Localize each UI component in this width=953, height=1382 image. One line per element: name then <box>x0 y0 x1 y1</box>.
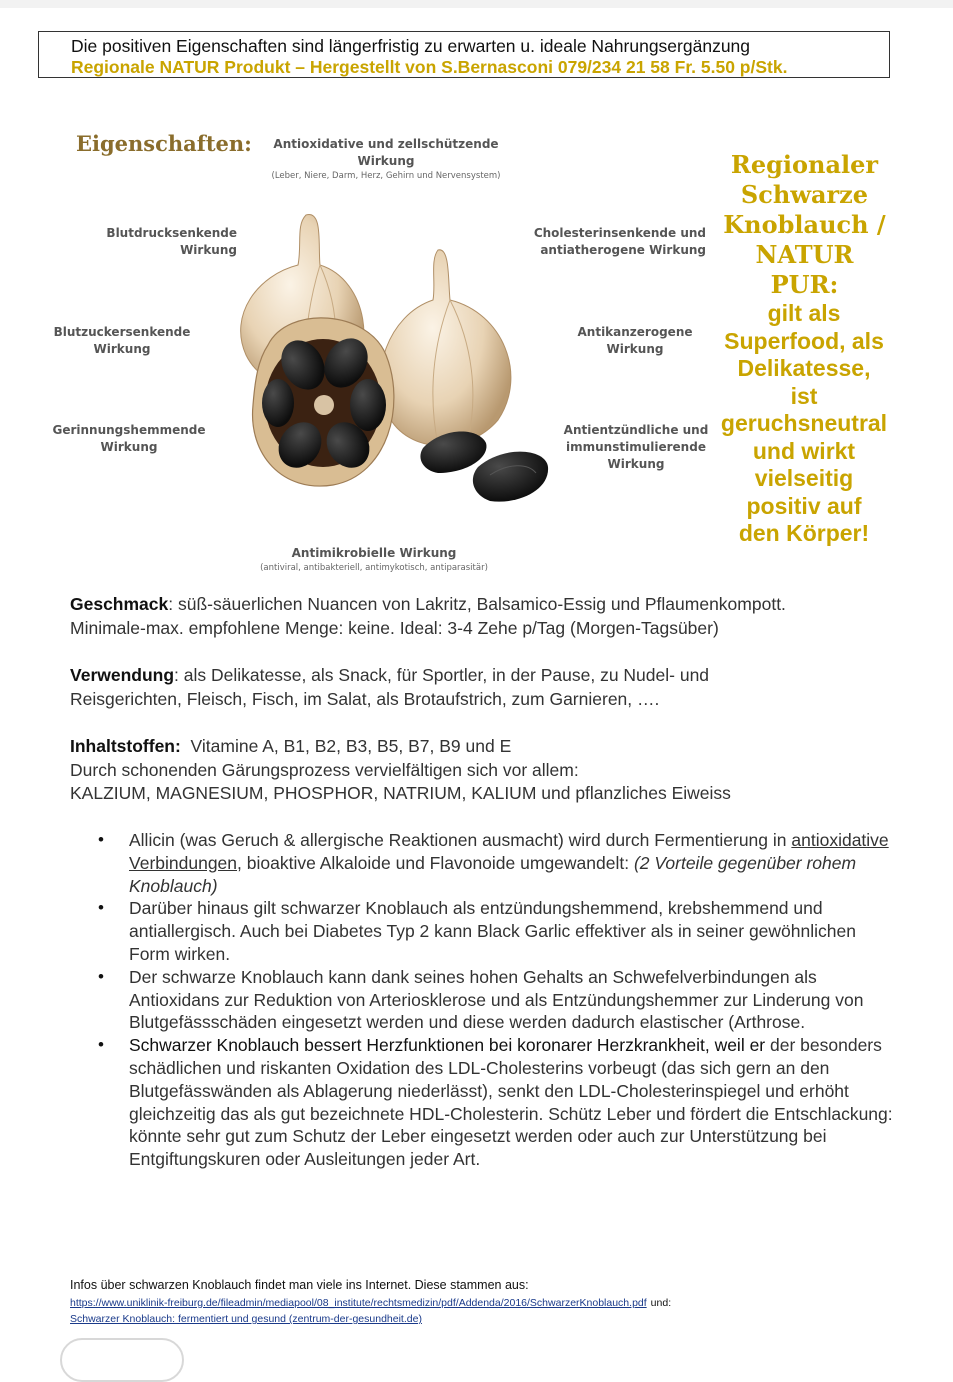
header-box <box>38 31 890 78</box>
bullet-4-lead: Schwarzer Knoblauch bessert Herzfunktionen bei koronarer Herzkrankheit, weil er <box>129 1035 766 1056</box>
inhalt-text-2: Durch schonenden Gärungsprozess vervielfältigen sich vor allem: <box>70 759 579 780</box>
verwendung-section <box>70 664 900 711</box>
footer-info: Infos über schwarzen Knoblauch findet man viele ins Internet. Diese stammen aus: <box>70 1278 529 1292</box>
inhalt-text-3: KALZIUM, MAGNESIUM, PHOSPHOR, NATRIUM, KALIUM und pflanzliches Eiweiss <box>70 783 731 803</box>
sidebar-body-line: gilt als <box>767 300 841 326</box>
black-garlic-illustration <box>228 205 568 540</box>
sidebar-title <box>722 150 887 300</box>
label-antikanzerogen <box>573 324 697 358</box>
label-blutzucker-line2: Wirkung <box>93 342 151 356</box>
label-antioxidative <box>250 136 522 182</box>
label-antikanzerogen-line1: Antikanzerogene <box>577 325 693 339</box>
label-cholesterin-line1: Cholesterinsenkende und <box>533 226 706 240</box>
label-antientz-line2: immunstimulierende <box>566 440 706 454</box>
sidebar-title-line: Schwarze <box>740 180 869 209</box>
sidebar-title-line: NATUR PUR: <box>755 240 854 299</box>
label-antientz-line3: Wirkung <box>607 457 665 471</box>
menge-text: Minimale-max. empfohlene Menge: keine. Ideal: 3-4 Zehe p/Tag (Morgen-Tagsüber) <box>70 617 719 638</box>
antioxidative-link[interactable]: antioxidative Verbindungen <box>129 830 889 873</box>
sidebar-body-line: den Körper! <box>738 520 870 546</box>
source-link-2[interactable]: Schwarzer Knoblauch: fermentiert und gesund (zentrum-der-gesundheit.de) <box>70 1313 422 1325</box>
source-link-1[interactable] <box>70 1297 671 1309</box>
inhalt-label: Inhaltstoffen: <box>70 736 181 756</box>
inhalt-section <box>70 735 900 806</box>
source-link-1-text[interactable]: https://www.uniklinik-freiburg.de/fileadmin/mediapool/08_institute/rechtsmedizin/pdf/Addenda/2016/SchwarzerKnoblauch.pdf <box>70 1297 647 1309</box>
label-cholesterin-line2: antiatherogene Wirkung <box>540 243 706 257</box>
sidebar-body-line: positiv auf <box>746 492 862 519</box>
sidebar-body-line: vielseitig <box>754 465 854 491</box>
sidebar-title-line: Regionaler <box>730 150 879 179</box>
list-item <box>70 1034 900 1171</box>
inhalt-text-1: Vitamine A, B1, B2, B3, B5, B7, B9 und E <box>180 736 512 756</box>
label-antientz-line1: Antientzündliche und <box>563 423 709 437</box>
label-antioxidative-text: Antioxidative und zellschützende Wirkung <box>273 137 499 168</box>
geschmack-label: Geschmack <box>70 594 169 614</box>
sidebar-title-line: Knoblauch / <box>723 210 886 239</box>
label-blutdruck-line2: Wirkung <box>180 243 237 257</box>
label-antimikrobiell-sub: (antiviral, antibakteriell, antimykotisch, antiparasitär) <box>260 563 488 573</box>
sidebar-body-line: ist <box>790 382 818 409</box>
infographic-title: Eigenschaften: <box>76 131 252 156</box>
label-gerinnung-line1: Gerinnungshemmende <box>52 423 206 437</box>
list-item <box>70 829 900 897</box>
sidebar-body-line: und wirkt <box>752 437 856 464</box>
stamp-partial <box>60 1338 184 1382</box>
verwendung-text-1: : als Delikatesse, als Snack, für Sportler, in der Pause, zu Nudel- und <box>174 665 710 685</box>
header-line-2: Regionale NATUR Produkt – Hergestellt von S.Bernasconi 079/234 21 58 Fr. 5.50 p/Stk. <box>71 57 788 77</box>
benefits-list <box>70 829 900 1171</box>
label-blutzucker-line1: Blutzuckersenkende <box>53 325 191 339</box>
sidebar-body-line: Superfood, als <box>724 327 884 354</box>
header-line-1: Die positiven Eigenschaften sind längerfristig zu erwarten u. ideale Nahrungsergänzung <box>71 36 751 56</box>
label-blutzucker <box>50 324 194 358</box>
label-antioxidative-sub: (Leber, Niere, Darm, Herz, Gehirn und Nervensystem) <box>271 171 501 181</box>
label-antimikrobiell <box>234 545 514 574</box>
label-blutdruck <box>100 225 237 259</box>
list-item: • Darüber hinaus gilt schwarzer Knoblauch als entzündungshemmend, krebshemmend und antiallergisch. Auch bei Diabetes Typ 2 kann Black Garlic effektiver als in seiner gewöhnlichen Form wirken. <box>70 897 900 965</box>
sidebar-body <box>716 300 892 548</box>
bullet-4-text: der besonders schädlichen und riskanten Oxidation des LDL-Cholesterins vorbeugt (das sich gern an den Blutgefässwänden als Ablagerung niederlässt), senkt den LDL-Cholesterinspiegel und erhöht gleichzeitig das als gut bezeichnete HDL-Cholesterin. Schütz Leber und fördert die Entschlackung: könnte sehr gut zum Schutz der Leber eingesetzt werden oder auch zur Unterstützung bei Entgiftungskuren oder Ausleitungen jeder Art. <box>129 1035 893 1170</box>
verwendung-text-2: Reisgerichten, Fleisch, Fisch, im Salat, als Brotaufstrich, zum Garnieren, …. <box>70 688 660 709</box>
geschmack-section <box>70 593 900 640</box>
bullet-1-italic: (2 Vorteile gegenüber rohem Knoblauch) <box>129 852 857 896</box>
label-gerinnung-line2: Wirkung <box>100 440 158 454</box>
label-gerinnung <box>50 422 208 456</box>
list-item: • Der schwarze Knoblauch kann dank seines hohen Gehalts an Schwefelverbindungen als Antioxidans zur Reduktion von Arteriosklerose und als Entzündungshemmer zur Linderung von Blutgefässschäden eingesetzt werden und diese werden dadurch elastischer (Arthrose. <box>70 966 900 1034</box>
label-antientzuendlich <box>563 422 709 473</box>
top-band <box>0 0 953 8</box>
verwendung-label: Verwendung <box>70 665 175 685</box>
bullet-1-text-post: , bioaktive Alkaloide und Flavonoide umgewandelt: <box>237 852 634 873</box>
label-blutdruck-line1: Blutdrucksenkende <box>106 226 237 240</box>
footer-und: und: <box>650 1297 672 1309</box>
bullet-1-text: Allicin (was Geruch & allergische Reaktionen ausmacht) wird durch Fermentierung in <box>129 830 792 850</box>
geschmack-text: : süß-säuerlichen Nuancen von Lakritz, Balsamico-Essig und Pflaumenkompott. <box>168 594 786 614</box>
sidebar-body-line: geruchsneutral <box>720 410 888 436</box>
label-antimikrobiell-text: Antimikrobielle Wirkung <box>291 546 457 560</box>
label-antikanzerogen-line2: Wirkung <box>606 342 664 356</box>
sidebar-body-line: Delikatesse, <box>737 355 871 381</box>
